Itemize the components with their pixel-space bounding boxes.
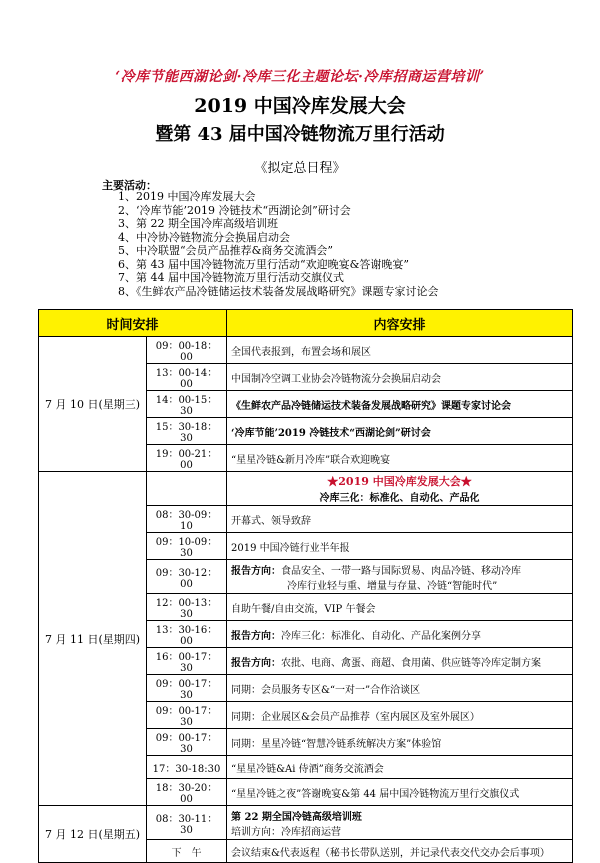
content-cell: 同期：企业展区&会员产品推荐（室内展区及室外展区） [227, 702, 573, 729]
report-label: 报告方向： [231, 630, 282, 642]
conference-title: ★2019 中国冷库发展大会★ [327, 475, 472, 488]
content-cell: 中国制冷空调工业协会冷链物流分会换届启动会 [227, 364, 573, 391]
page-title: 2019 中国冷库发展大会 [194, 95, 406, 117]
table-row [39, 806, 573, 840]
time-cell: 下 午 [147, 840, 227, 863]
content-cell: 全国代表报到，布置会场和展区 [227, 337, 573, 364]
activity-item: 4、中冷协冷链物流分会换届启动会 [118, 230, 290, 244]
content-cell: 同期：会员服务专区&“一对一”合作洽谈区 [227, 675, 573, 702]
time-cell-empty [147, 472, 227, 506]
time-cell: 12：00-13：30 [147, 594, 227, 621]
activity-item: 8、《生鲜农产品冷链储运技术装备发展战略研究》课题专家讨论会 [118, 284, 439, 298]
time-cell: 09：10-09：30 [147, 533, 227, 560]
activity-item: 1、2019 中国冷库发展大会 [118, 190, 256, 203]
time-cell: 09：00-17：30 [147, 675, 227, 702]
conference-cell [227, 472, 573, 506]
activity-item: 6、第 43 届中国冷链物流万里行活动“欢迎晚宴&答谢晚宴” [118, 257, 410, 271]
time-cell: 13：00-14：00 [147, 364, 227, 391]
content-cell: 同期：星星冷链“智慧冷链系统解决方案”体验馆 [227, 729, 573, 756]
activity-item: 2、‘冷库节能’2019 冷链技术“西湖论剑”研讨会 [118, 203, 351, 217]
table-header-row [39, 310, 573, 337]
time-cell: 14：00-15：30 [147, 391, 227, 418]
training-title: 第 22 期全国冷链高级培训班 [231, 811, 362, 823]
report-label: 报告方向： [231, 657, 282, 669]
conference-theme: 冷库三化：标准化、自动化、产品化 [319, 493, 480, 504]
time-cell: 18：30-20：00 [147, 779, 227, 806]
table-row [39, 472, 573, 506]
header-time: 时间安排 [39, 310, 227, 337]
content-cell: ‘冷库节能’2019 冷链技术“西湖论剑”研讨会 [227, 418, 573, 445]
date-cell: 7 月 12 日(星期五) [39, 806, 147, 863]
banner-slogan: ‘冷库节能西湖论剑·冷库三化主题论坛·冷库招商运营培训’ [115, 69, 485, 85]
content-cell [227, 806, 573, 840]
time-cell: 08：30-09：10 [147, 506, 227, 533]
time-cell: 19：00-21：00 [147, 445, 227, 472]
content-cell: 会议结束&代表返程（秘书长带队送别，并记录代表交代交办会后事项） [227, 840, 573, 863]
report-topics: 冷库三化：标准化、自动化、产品化案例分享 [281, 630, 482, 642]
page-subtitle: 暨第 43 届中国冷链物流万里行活动 [155, 124, 445, 145]
time-cell: 15：30-18：30 [147, 418, 227, 445]
activity-item: 7、第 44 届中国冷链物流万里行活动交旗仪式 [118, 271, 344, 284]
content-cell [227, 621, 573, 648]
content-cell [227, 560, 573, 594]
date-cell: 7 月 11 日(星期四) [39, 472, 147, 806]
date-cell: 7 月 10 日(星期三) [39, 337, 147, 472]
content-cell: “星星冷链&新月冷库”联合欢迎晚宴 [227, 445, 573, 472]
header-content: 内容安排 [227, 310, 573, 337]
content-cell [227, 648, 573, 675]
content-cell: 自助午餐/自由交流，VIP 午餐会 [227, 594, 573, 621]
schedule-table-wrapper [38, 309, 572, 863]
activity-item: 5、中冷联盟“会员产品推荐&商务交流酒会” [118, 244, 334, 257]
time-cell: 17：30-18:30 [147, 756, 227, 779]
time-cell: 09：00-17：30 [147, 729, 227, 756]
report-topics: 农批、电商、禽蛋、商超、食用菌、供应链等冷库定制方案 [281, 657, 542, 669]
activity-item: 3、第 22 期全国冷库高级培训班 [118, 217, 278, 230]
report-topics: 食品安全、一带一路与国际贸易、肉品冷链、移动冷库 [281, 565, 522, 577]
schedule-title: 《拟定总日程》 [254, 161, 346, 176]
content-cell: “星星冷链之夜”答谢晚宴&第 44 届中国冷链物流万里行交旗仪式 [227, 779, 573, 806]
time-cell: 16：00-17：30 [147, 648, 227, 675]
content-cell: “星星冷链&Ai 侍酒”商务交流酒会 [227, 756, 573, 779]
content-cell: 2019 中国冷链行业半年报 [227, 533, 573, 560]
time-cell: 08：30-11：30 [147, 806, 227, 840]
activities-list [118, 190, 439, 298]
activities-heading: 主要活动： [102, 179, 157, 192]
content-cell: 开幕式、领导致辞 [227, 506, 573, 533]
time-cell: 13：30-16：00 [147, 621, 227, 648]
training-direction: 培训方向：冷库招商运营 [231, 826, 342, 838]
time-cell: 09：00-17：30 [147, 702, 227, 729]
schedule-table [38, 309, 573, 863]
content-cell: 《生鲜农产品冷链储运技术装备发展战略研究》课题专家讨论会 [227, 391, 573, 418]
report-topics-line2: 冷库行业轻与重、增量与存量、冷链“智能时代” [287, 580, 498, 592]
report-label: 报告方向： [231, 565, 282, 577]
time-cell: 09：30-12：00 [147, 560, 227, 594]
table-row [39, 337, 573, 364]
time-cell: 09：00-18：00 [147, 337, 227, 364]
